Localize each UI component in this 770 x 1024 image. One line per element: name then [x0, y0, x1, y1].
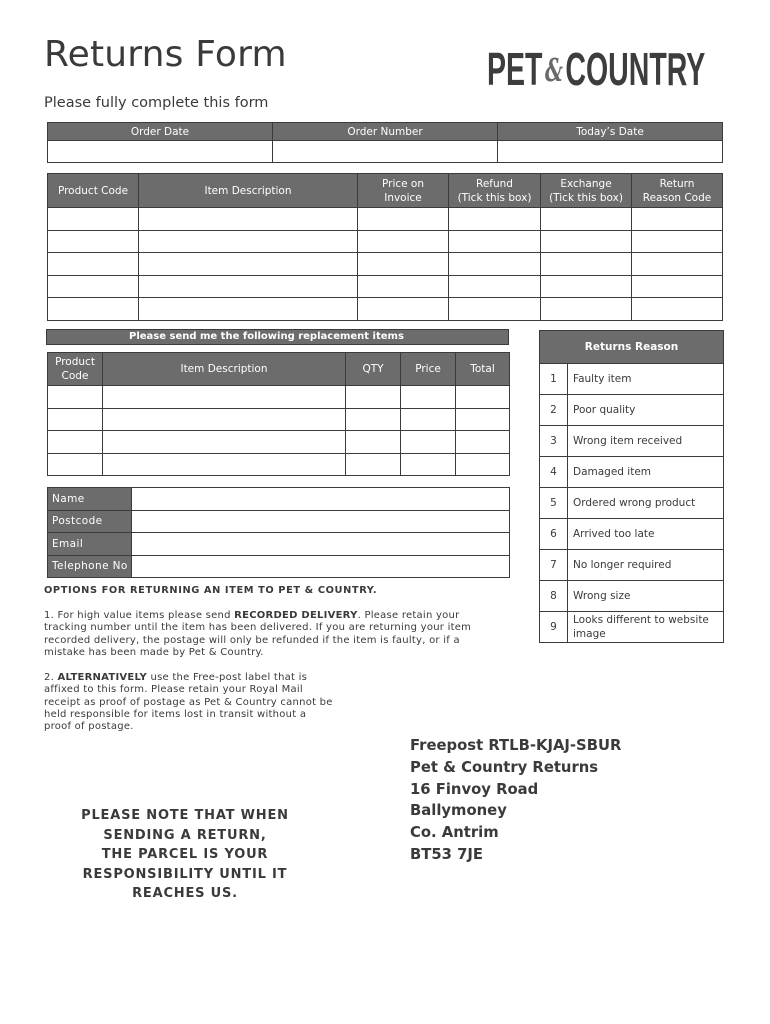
- freepost-address: [410, 735, 621, 866]
- replacement-cell[interactable]: [48, 453, 103, 476]
- returns-reason-header: Returns Reason: [540, 331, 724, 364]
- header-line: Reason Code: [642, 191, 712, 204]
- product-cell[interactable]: [139, 298, 358, 321]
- product-cell[interactable]: [541, 298, 632, 321]
- reason-code: 7: [540, 550, 568, 581]
- table-row: [48, 298, 723, 321]
- option-recorded-delivery: 1. For high value items please send RECORDED DELIVERY. Please retain your tracking number until the item has been delivered. If you are returning your item recorded delivery, the postage will only be refunded if the item is faulty, or if a mistake has been made by Pet & Country.: [44, 610, 472, 658]
- replacement-cell[interactable]: [346, 431, 401, 454]
- contact-row: [48, 488, 510, 511]
- replacement-table-header: [456, 353, 510, 386]
- contact-row: [48, 555, 510, 578]
- reason-code: 3: [540, 426, 568, 457]
- table-row: [48, 386, 510, 409]
- replacement-cell[interactable]: [103, 386, 346, 409]
- product-cell[interactable]: [48, 208, 139, 231]
- note-line: THE PARCEL IS YOUR: [101, 847, 269, 862]
- product-cell[interactable]: [632, 208, 723, 231]
- contact-input-telephone-no[interactable]: [132, 555, 510, 578]
- replacement-cell[interactable]: [456, 453, 510, 476]
- product-table-header: [449, 174, 541, 208]
- order-date-header: Order Date: [48, 123, 273, 141]
- table-row: [48, 275, 723, 298]
- replacement-cell[interactable]: [401, 408, 456, 431]
- product-cell[interactable]: [449, 275, 541, 298]
- form-instruction: Please fully complete this form: [44, 95, 269, 111]
- logo-word-left: PET: [487, 43, 543, 95]
- replacement-cell[interactable]: [346, 408, 401, 431]
- address-line: BT53 7JE: [410, 845, 484, 863]
- order-date-field[interactable]: [48, 141, 273, 163]
- reason-code: 5: [540, 488, 568, 519]
- reason-text: Damaged item: [568, 457, 724, 488]
- responsibility-note: [72, 806, 298, 904]
- contact-input-postcode[interactable]: [132, 510, 510, 533]
- replacement-banner: Please send me the following replacement items: [46, 329, 509, 345]
- replacement-cell[interactable]: [48, 386, 103, 409]
- recorded-delivery-emphasis: RECORDED DELIVERY: [234, 610, 358, 621]
- reason-row: [540, 457, 724, 488]
- address-line: Freepost RTLB-KJAJ-SBUR: [410, 737, 622, 754]
- contact-input-email[interactable]: [132, 533, 510, 556]
- header-line: Price on: [381, 177, 425, 190]
- product-cell[interactable]: [541, 275, 632, 298]
- option-freepost: 2. ALTERNATIVELY use the Free-post label that is affixed to this form. Please retain your Royal Mail receipt as proof of postage as Pet & Country cannot be held responsible for items lost in transit without a proof of postage.: [44, 672, 333, 733]
- alternatively-emphasis: ALTERNATIVELY: [57, 672, 148, 683]
- contact-row: [48, 533, 510, 556]
- header-line: Exchange: [560, 177, 612, 190]
- address-line: Co. Antrim: [410, 824, 499, 842]
- replacement-cell[interactable]: [103, 431, 346, 454]
- product-cell[interactable]: [139, 253, 358, 276]
- product-cell[interactable]: [358, 275, 449, 298]
- table-row: [48, 453, 510, 476]
- product-cell[interactable]: [48, 253, 139, 276]
- order-number-field[interactable]: [273, 141, 498, 163]
- product-cell[interactable]: [358, 230, 449, 253]
- product-cell[interactable]: [632, 253, 723, 276]
- reason-text: Poor quality: [568, 395, 724, 426]
- product-cell[interactable]: [449, 230, 541, 253]
- replacement-cell[interactable]: [48, 431, 103, 454]
- reason-text: Arrived too late: [568, 519, 724, 550]
- note-line: REACHES US.: [132, 886, 238, 901]
- product-table-header: [632, 174, 723, 208]
- reason-code: 4: [540, 457, 568, 488]
- replacement-cell[interactable]: [401, 431, 456, 454]
- reason-text: Faulty item: [568, 364, 724, 395]
- header-line: Item Description: [180, 363, 268, 375]
- logo-word-right: COUNTRY: [565, 43, 706, 95]
- product-cell[interactable]: [632, 230, 723, 253]
- replacement-cell[interactable]: [346, 453, 401, 476]
- header-line: (Tick this box): [549, 191, 623, 204]
- table-row: [48, 230, 723, 253]
- order-number-header: Order Number: [273, 123, 498, 141]
- contact-details-table: [47, 487, 510, 578]
- replacement-cell[interactable]: [103, 408, 346, 431]
- product-cell[interactable]: [541, 230, 632, 253]
- product-cell[interactable]: [48, 230, 139, 253]
- reason-text: No longer required: [568, 550, 724, 581]
- contact-label: Telephone No: [48, 555, 132, 578]
- reason-code: 6: [540, 519, 568, 550]
- todays-date-header: Today’s Date: [498, 123, 723, 141]
- header-line: Product Code: [57, 184, 129, 197]
- reason-row: [540, 581, 724, 612]
- product-cell[interactable]: [358, 208, 449, 231]
- address-line: 16 Finvoy Road: [410, 780, 539, 798]
- replacement-cell[interactable]: [401, 386, 456, 409]
- logo-ampersand: &: [544, 51, 563, 89]
- product-cell[interactable]: [139, 208, 358, 231]
- order-info-table: [47, 122, 723, 163]
- reason-row: [540, 395, 724, 426]
- contact-input-name[interactable]: [132, 488, 510, 511]
- note-line: PLEASE NOTE THAT WHEN: [81, 808, 289, 823]
- product-cell[interactable]: [449, 208, 541, 231]
- reason-text: Wrong size: [568, 581, 724, 612]
- product-cell[interactable]: [632, 298, 723, 321]
- todays-date-field[interactable]: [498, 141, 723, 163]
- address-line: Pet & Country Returns: [410, 758, 599, 776]
- page-title: Returns Form: [44, 34, 287, 75]
- table-row: [48, 208, 723, 231]
- replacement-cell[interactable]: [48, 408, 103, 431]
- reason-code: 1: [540, 364, 568, 395]
- header-line: Item Description: [204, 184, 292, 197]
- return-items-table: [47, 173, 723, 321]
- reason-row: [540, 612, 724, 643]
- contact-label: Name: [48, 488, 132, 511]
- product-cell[interactable]: [358, 298, 449, 321]
- header-line: Refund: [476, 177, 513, 190]
- product-cell[interactable]: [48, 298, 139, 321]
- reason-row: [540, 519, 724, 550]
- product-cell[interactable]: [449, 298, 541, 321]
- reason-text: Looks different to website image: [568, 612, 724, 643]
- replacement-table-header: [103, 353, 346, 386]
- product-cell[interactable]: [358, 253, 449, 276]
- returns-reason-table: [539, 330, 724, 643]
- contact-row: [48, 510, 510, 533]
- product-cell[interactable]: [48, 275, 139, 298]
- replacement-cell[interactable]: [456, 408, 510, 431]
- header-line: (Tick this box): [457, 191, 532, 204]
- reason-code: 2: [540, 395, 568, 426]
- reason-row: [540, 550, 724, 581]
- reason-code: 8: [540, 581, 568, 612]
- reason-row: [540, 488, 724, 519]
- product-cell[interactable]: [632, 275, 723, 298]
- reason-row: [540, 364, 724, 395]
- reason-text: Ordered wrong product: [568, 488, 724, 519]
- reason-code: 9: [540, 612, 568, 643]
- replacement-cell[interactable]: [401, 453, 456, 476]
- reason-text: Wrong item received: [568, 426, 724, 457]
- header-line: Product: [55, 356, 95, 368]
- product-table-header: [358, 174, 449, 208]
- product-table-header: [139, 174, 358, 208]
- header-line: Invoice: [384, 191, 422, 204]
- product-cell[interactable]: [139, 275, 358, 298]
- header-line: QTY: [362, 363, 384, 375]
- product-cell[interactable]: [541, 208, 632, 231]
- replacement-cell[interactable]: [346, 386, 401, 409]
- product-cell[interactable]: [541, 253, 632, 276]
- replacement-table-header: [346, 353, 401, 386]
- replacement-cell[interactable]: [456, 431, 510, 454]
- header-line: Return: [659, 177, 695, 190]
- header-line: Price: [415, 363, 441, 375]
- address-line: Ballymoney: [410, 802, 507, 820]
- note-line: SENDING A RETURN,: [103, 827, 267, 843]
- replacement-table-header: [401, 353, 456, 386]
- product-table-header: [541, 174, 632, 208]
- header-line: Code: [61, 370, 89, 382]
- table-row: [48, 253, 723, 276]
- options-heading: OPTIONS FOR RETURNING AN ITEM TO PET & COUNTRY.: [44, 585, 378, 596]
- replacement-table-header: [48, 353, 103, 386]
- product-cell[interactable]: [139, 230, 358, 253]
- replacement-cell[interactable]: [456, 386, 510, 409]
- table-row: [48, 431, 510, 454]
- contact-label: Email: [48, 533, 132, 556]
- header-line: Total: [470, 363, 495, 375]
- contact-label: Postcode: [48, 510, 132, 533]
- note-line: RESPONSIBILITY UNTIL IT: [82, 866, 288, 882]
- product-table-header: [48, 174, 139, 208]
- brand-logo: [487, 42, 724, 95]
- table-row: [48, 408, 510, 431]
- reason-row: [540, 426, 724, 457]
- product-cell[interactable]: [449, 253, 541, 276]
- replacement-cell[interactable]: [103, 453, 346, 476]
- replacement-items-table: [47, 352, 510, 476]
